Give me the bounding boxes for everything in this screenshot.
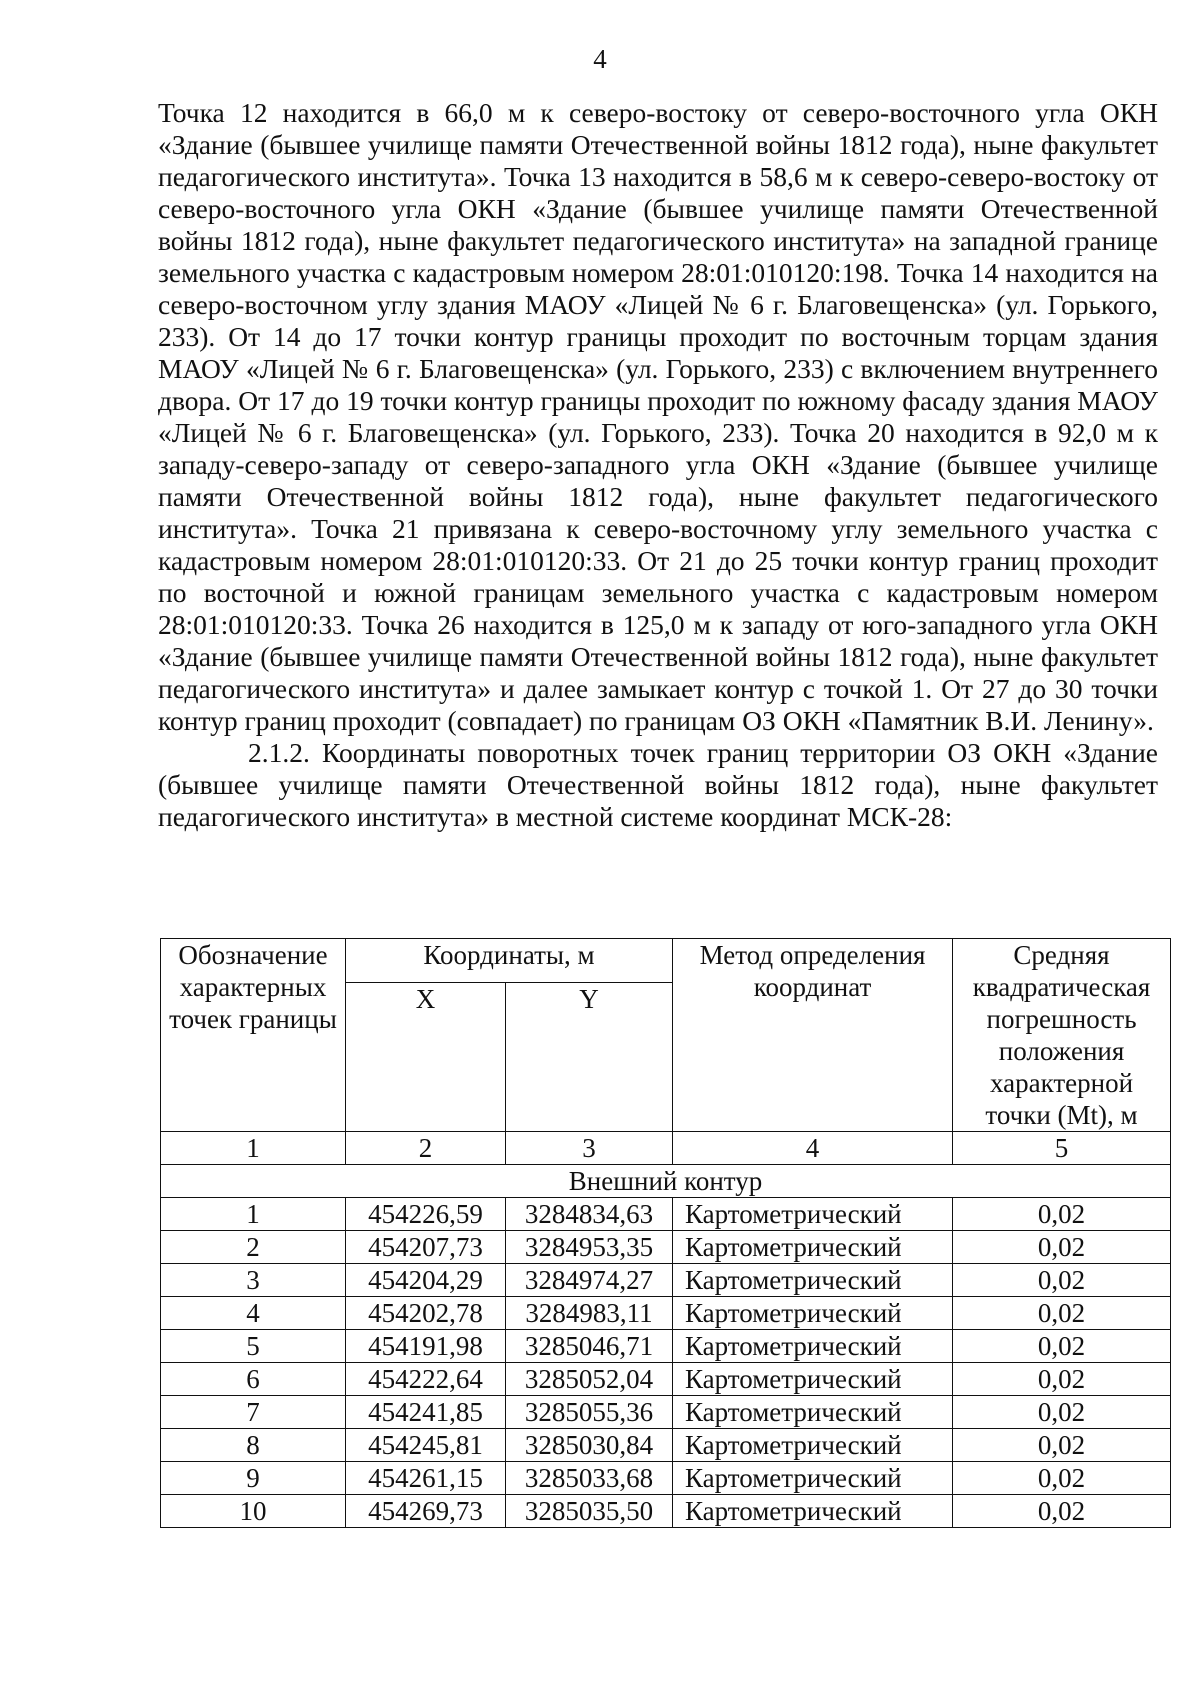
- y-cell: 3285055,36: [506, 1396, 673, 1429]
- table-row: [161, 1231, 1171, 1264]
- column-number: 3: [506, 1132, 673, 1165]
- table-header-row: [161, 939, 1171, 983]
- method-cell: Картометрический: [673, 1264, 953, 1297]
- header-error: Средняя квадратическая погрешность положения характерной точки (Mt), м: [953, 939, 1171, 1132]
- table-row: [161, 1264, 1171, 1297]
- table-row: [161, 1297, 1171, 1330]
- point-cell: 4: [161, 1297, 346, 1330]
- error-cell: 0,02: [953, 1462, 1171, 1495]
- point-cell: 8: [161, 1429, 346, 1462]
- method-cell: Картометрический: [673, 1198, 953, 1231]
- point-cell: 1: [161, 1198, 346, 1231]
- table-row: [161, 1198, 1171, 1231]
- error-cell: 0,02: [953, 1363, 1171, 1396]
- x-cell: 454226,59: [346, 1198, 506, 1231]
- table-row: [161, 1396, 1171, 1429]
- method-cell: Картометрический: [673, 1297, 953, 1330]
- header-y: Y: [506, 983, 673, 1132]
- y-cell: 3285046,71: [506, 1330, 673, 1363]
- x-cell: 454191,98: [346, 1330, 506, 1363]
- method-cell: Картометрический: [673, 1330, 953, 1363]
- column-number: 5: [953, 1132, 1171, 1165]
- x-cell: 454202,78: [346, 1297, 506, 1330]
- table-row: [161, 1330, 1171, 1363]
- body-text: [158, 97, 1158, 833]
- error-cell: 0,02: [953, 1396, 1171, 1429]
- error-cell: 0,02: [953, 1198, 1171, 1231]
- header-designation: Обозначение характерных точек границы: [161, 939, 346, 1132]
- header-method: Метод определения координат: [673, 939, 953, 1132]
- section-row-outer-contour: [161, 1165, 1171, 1198]
- x-cell: 454261,15: [346, 1462, 506, 1495]
- point-cell: 5: [161, 1330, 346, 1363]
- error-cell: 0,02: [953, 1495, 1171, 1528]
- section-title: Внешний контур: [161, 1165, 1171, 1198]
- point-cell: 10: [161, 1495, 346, 1528]
- method-cell: Картометрический: [673, 1429, 953, 1462]
- x-cell: 454222,64: [346, 1363, 506, 1396]
- y-cell: 3285030,84: [506, 1429, 673, 1462]
- error-cell: 0,02: [953, 1330, 1171, 1363]
- column-number-row: [161, 1132, 1171, 1165]
- table-row: [161, 1495, 1171, 1528]
- x-cell: 454204,29: [346, 1264, 506, 1297]
- point-cell: 6: [161, 1363, 346, 1396]
- point-cell: 3: [161, 1264, 346, 1297]
- x-cell: 454241,85: [346, 1396, 506, 1429]
- y-cell: 3284974,27: [506, 1264, 673, 1297]
- table-row: [161, 1363, 1171, 1396]
- error-cell: 0,02: [953, 1231, 1171, 1264]
- method-cell: Картометрический: [673, 1231, 953, 1264]
- page-number: 4: [593, 44, 607, 74]
- column-number: 2: [346, 1132, 506, 1165]
- header-x: X: [346, 983, 506, 1132]
- error-cell: 0,02: [953, 1264, 1171, 1297]
- method-cell: Картометрический: [673, 1396, 953, 1429]
- table-row: [161, 1429, 1171, 1462]
- x-cell: 454245,81: [346, 1429, 506, 1462]
- point-cell: 9: [161, 1462, 346, 1495]
- method-cell: Картометрический: [673, 1363, 953, 1396]
- coordinates-table: [160, 938, 1171, 1528]
- error-cell: 0,02: [953, 1429, 1171, 1462]
- error-cell: 0,02: [953, 1297, 1171, 1330]
- y-cell: 3284983,11: [506, 1297, 673, 1330]
- y-cell: 3285035,50: [506, 1495, 673, 1528]
- point-cell: 7: [161, 1396, 346, 1429]
- paragraph-coordinates-intro: 2.1.2. Координаты поворотных точек границ территории ОЗ ОКН «Здание (бывшее училище памяти Отечественной войны 1812 года), ныне факультет педагогического института» в местной системе координат МСК-28:: [158, 737, 1158, 832]
- table-row: [161, 1462, 1171, 1495]
- header-coordinates: Координаты, м: [346, 939, 673, 983]
- y-cell: 3284953,35: [506, 1231, 673, 1264]
- x-cell: 454207,73: [346, 1231, 506, 1264]
- x-cell: 454269,73: [346, 1495, 506, 1528]
- y-cell: 3285033,68: [506, 1462, 673, 1495]
- y-cell: 3285052,04: [506, 1363, 673, 1396]
- method-cell: Картометрический: [673, 1462, 953, 1495]
- column-number: 4: [673, 1132, 953, 1165]
- column-number: 1: [161, 1132, 346, 1165]
- point-cell: 2: [161, 1231, 346, 1264]
- paragraph-boundary-description: Точка 12 находится в 66,0 м к северо-востоку от северо-восточного угла ОКН «Здание (бывшее училище памяти Отечественной войны 1812 года), ныне факультет педагогического института». Точка 13 находится в 58,6 м к северо-северо-востоку от северо-восточного угла ОКН «Здание (бывшее училище памяти Отечественной войны 1812 года), ныне факультет педагогического института» на западной границе земельного участка с кадастровым номером 28:01:010120:198. Точка 14 находится на северо-восточном углу здания МАОУ «Лицей № 6 г. Благовещенска» (ул. Горького, 233). От 14 до 17 точки контур границы проходит по восточным торцам здания МАОУ «Лицей № 6 г. Благовещенска» (ул. Горького, 233) с включением внутреннего двора. От 17 до 19 точки контур границы проходит по южному фасаду здания МАОУ «Лицей № 6 г. Благовещенска» (ул. Горького, 233). Точка 20 находится в 92,0 м к западу-северо-западу от северо-западного угла ОКН «Здание (бывшее училище памяти Отечественной войны 1812 года), ныне факультет педагогического института». Точка 21 привязана к северо-восточному углу земельного участка с кадастровым номером 28:01:010120:33. От 21 до 25 точки контур границ проходит по восточной и южной границам земельного участка с кадастровым номером 28:01:010120:33. Точка 26 находится в 125,0 м к западу от юго-западного угла ОКН «Здание (бывшее училище памяти Отечественной войны 1812 года), ныне факультет педагогического института» и далее замыкает контур с точкой 1. От 27 до 30 точки контур границ проходит (совпадает) по границам ОЗ ОКН «Памятник В.И. Ленину».: [158, 97, 1158, 736]
- method-cell: Картометрический: [673, 1495, 953, 1528]
- y-cell: 3284834,63: [506, 1198, 673, 1231]
